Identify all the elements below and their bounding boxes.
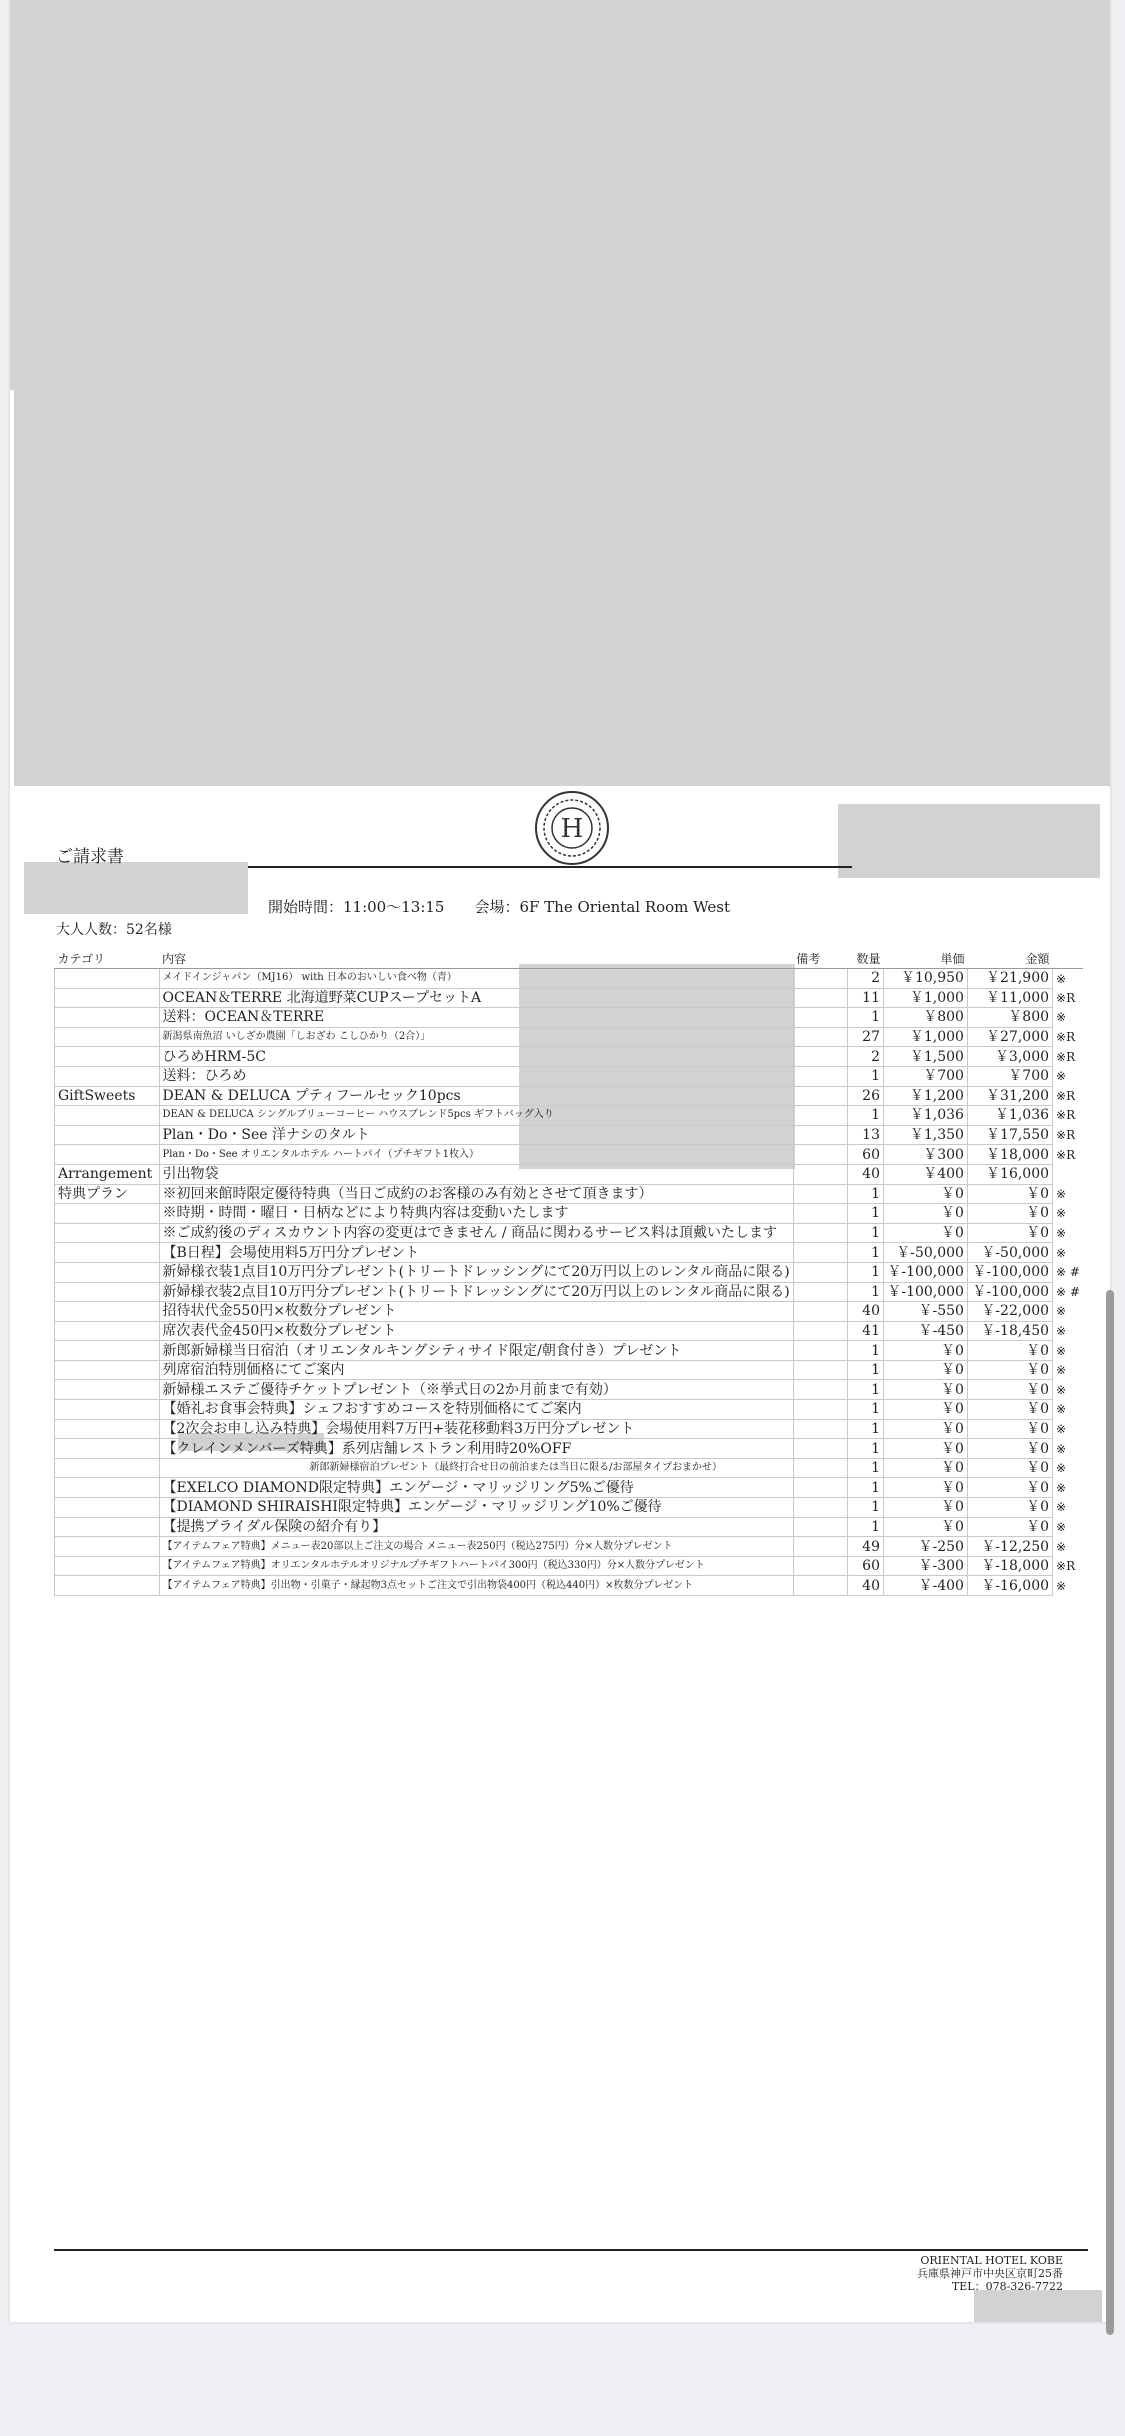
row-price: ￥1,350 xyxy=(883,1125,967,1145)
row-price: ￥1,200 xyxy=(883,1086,967,1106)
row-price: ￥10,950 xyxy=(883,969,967,989)
header-mark xyxy=(1053,950,1083,969)
row-amount: ￥1,036 xyxy=(967,1106,1052,1126)
row-amount: ￥-100,000 xyxy=(967,1262,1052,1282)
redacted-address-block xyxy=(838,804,1100,878)
row-qty: 41 xyxy=(848,1321,884,1341)
row-note xyxy=(793,1243,848,1263)
row-description: 新婦様エステご優待チケットプレゼント（※挙式日の2か月前まで有効） xyxy=(159,1380,793,1400)
header-category: カテゴリ xyxy=(55,950,160,969)
row-note xyxy=(793,1419,848,1439)
row-qty: 1 xyxy=(848,1008,884,1028)
row-price: ￥0 xyxy=(883,1360,967,1380)
row-mark: ※R xyxy=(1056,1049,1076,1064)
table-header-row xyxy=(55,950,1084,969)
row-description: Plan・Do・See オリエンタルホテル ハートパイ（プチギフト1枚入） xyxy=(159,1145,793,1165)
footer-address: 兵庫県神戸市中央区京町25番 xyxy=(917,2267,1063,2280)
row-qty: 1 xyxy=(848,1439,884,1459)
row-description: ※ご成約後のディスカウント内容の変更はできません / 商品に関わるサービス料は頂戴いたします xyxy=(159,1223,793,1243)
row-amount: ￥3,000 xyxy=(967,1047,1052,1067)
row-description: 新郎新婦様宿泊プレゼント（最終打合せ日の前泊または当日に限る/お部屋タイプおまかせ） xyxy=(159,1458,793,1478)
row-description: ※初回来館時限定優待特典（当日ご成約のお客様のみ有効とさせて頂きます） xyxy=(159,1184,793,1204)
row-amount: ￥16,000 xyxy=(967,1164,1052,1184)
row-category: GiftSweets xyxy=(55,1086,160,1106)
row-qty: 1 xyxy=(848,1498,884,1518)
row-amount: ￥0 xyxy=(967,1419,1052,1439)
table-row xyxy=(55,1282,1084,1302)
row-note xyxy=(793,1047,848,1067)
row-qty: 49 xyxy=(848,1537,884,1557)
row-note xyxy=(793,1537,848,1557)
row-price: ￥1,000 xyxy=(883,988,967,1008)
row-category xyxy=(55,1106,160,1126)
row-note xyxy=(793,1321,848,1341)
row-note xyxy=(793,1360,848,1380)
table-row xyxy=(55,1243,1084,1263)
row-note xyxy=(793,1282,848,1302)
row-qty: 1 xyxy=(848,1360,884,1380)
row-mark: ※ xyxy=(1056,971,1067,986)
header-amount: 金額 xyxy=(967,950,1052,969)
row-category xyxy=(55,1321,160,1341)
row-mark: ※R xyxy=(1056,1147,1076,1162)
row-note xyxy=(793,1145,848,1165)
row-amount: ￥-50,000 xyxy=(967,1243,1052,1263)
row-description: 引出物袋 xyxy=(159,1164,793,1184)
row-note xyxy=(793,988,848,1008)
table-row xyxy=(55,1478,1084,1498)
row-category xyxy=(55,1517,160,1537)
footer-tel: TEL：078-326-7722 xyxy=(951,2280,1063,2293)
row-qty: 1 xyxy=(848,1517,884,1537)
row-category xyxy=(55,1223,160,1243)
row-note xyxy=(793,1517,848,1537)
title-rule xyxy=(248,866,852,868)
row-category xyxy=(55,1302,160,1322)
row-mark: ※ xyxy=(1056,1382,1067,1397)
row-mark: ※R xyxy=(1056,1108,1076,1123)
row-mark: ※ xyxy=(1056,1069,1067,1084)
row-price: ￥0 xyxy=(883,1380,967,1400)
row-amount: ￥18,000 xyxy=(967,1145,1052,1165)
row-price: ￥0 xyxy=(883,1400,967,1420)
row-qty: 1 xyxy=(848,1282,884,1302)
row-mark xyxy=(1053,1164,1083,1184)
row-description: ひろめHRM-5C xyxy=(159,1047,793,1067)
row-amount: ￥21,900 xyxy=(967,969,1052,989)
table-row xyxy=(55,1517,1084,1537)
row-description: DEAN & DELUCA シングルブリューコーヒー ハウスブレンド5pcs ギフトバッグ入り xyxy=(159,1106,793,1126)
row-category xyxy=(55,1439,160,1459)
row-amount: ￥0 xyxy=(967,1439,1052,1459)
row-qty: 26 xyxy=(848,1086,884,1106)
row-note xyxy=(793,1086,848,1106)
row-qty: 40 xyxy=(848,1302,884,1322)
table-row xyxy=(55,1106,1084,1126)
row-amount: ￥-100,000 xyxy=(967,1282,1052,1302)
row-note xyxy=(793,1008,848,1028)
table-row xyxy=(55,1027,1084,1047)
row-description: 列席宿泊特別価格にてご案内 xyxy=(159,1360,793,1380)
table-row xyxy=(55,1576,1084,1596)
row-qty: 1 xyxy=(848,1478,884,1498)
row-category xyxy=(55,1556,160,1576)
row-mark: ※R xyxy=(1056,990,1076,1005)
row-mark: ※ xyxy=(1056,1363,1067,1378)
table-row xyxy=(55,1125,1084,1145)
row-mark: ※ xyxy=(1056,1578,1067,1593)
row-amount: ￥0 xyxy=(967,1223,1052,1243)
page-title: ご請求書 xyxy=(56,847,124,867)
table-row xyxy=(55,1066,1084,1086)
row-mark: ※ xyxy=(1056,1343,1067,1358)
row-qty: 1 xyxy=(848,1204,884,1224)
row-category xyxy=(55,1341,160,1361)
table-row xyxy=(55,1458,1084,1478)
row-note xyxy=(793,1341,848,1361)
row-qty: 11 xyxy=(848,988,884,1008)
row-category xyxy=(55,1576,160,1596)
row-price: ￥-50,000 xyxy=(883,1243,967,1263)
row-category xyxy=(55,1537,160,1557)
table-row xyxy=(55,1086,1084,1106)
redacted-footer-block xyxy=(974,2290,1102,2322)
row-amount: ￥27,000 xyxy=(967,1027,1052,1047)
row-price: ￥0 xyxy=(883,1184,967,1204)
table-row xyxy=(55,1145,1084,1165)
row-mark: ※ xyxy=(1056,1539,1067,1554)
row-amount: ￥0 xyxy=(967,1478,1052,1498)
row-description: 【EXELCO DIAMOND限定特典】エンゲージ・マリッジリング5%ご優待 xyxy=(159,1478,793,1498)
row-amount: ￥0 xyxy=(967,1458,1052,1478)
row-amount: ￥0 xyxy=(967,1184,1052,1204)
row-price: ￥700 xyxy=(883,1066,967,1086)
row-price: ￥-100,000 xyxy=(883,1282,967,1302)
hotel-footer xyxy=(917,2254,1063,2293)
row-mark: ※ xyxy=(1056,1519,1067,1534)
footer-hotel-name: ORIENTAL HOTEL KOBE xyxy=(920,2254,1063,2267)
row-note xyxy=(793,1556,848,1576)
row-category xyxy=(55,1243,160,1263)
header-note: 備考 xyxy=(793,950,848,969)
row-note xyxy=(793,1164,848,1184)
table-row xyxy=(55,1380,1084,1400)
row-qty: 1 xyxy=(848,1419,884,1439)
row-category xyxy=(55,1360,160,1380)
row-description: 招待状代金550円×枚数分プレゼント xyxy=(159,1302,793,1322)
row-price: ￥-450 xyxy=(883,1321,967,1341)
row-category: 特典プラン xyxy=(55,1184,160,1204)
row-qty: 1 xyxy=(848,1400,884,1420)
row-note xyxy=(793,1262,848,1282)
redacted-header-block xyxy=(10,0,1110,390)
row-mark: ※ xyxy=(1056,1186,1067,1201)
row-description: 【DIAMOND SHIRAISHI限定特典】エンゲージ・マリッジリング10%ご優待 xyxy=(159,1498,793,1518)
row-description: 送料：OCEAN＆TERRE xyxy=(159,1008,793,1028)
row-description: メイドインジャパン（MJ16） with 日本のおいしい食べ物（青） xyxy=(159,969,793,989)
row-qty: 40 xyxy=(848,1164,884,1184)
table-row xyxy=(55,1164,1084,1184)
row-note xyxy=(793,1576,848,1596)
table-row xyxy=(55,1360,1084,1380)
row-note xyxy=(793,1204,848,1224)
row-price: ￥800 xyxy=(883,1008,967,1028)
row-mark: ※R xyxy=(1056,1559,1076,1574)
hotel-seal-logo xyxy=(534,790,610,866)
row-mark: ※ xyxy=(1056,1421,1067,1436)
row-qty: 1 xyxy=(848,1066,884,1086)
row-price: ￥0 xyxy=(883,1439,967,1459)
row-amount: ￥-12,250 xyxy=(967,1537,1052,1557)
row-amount: ￥11,000 xyxy=(967,988,1052,1008)
row-price: ￥-100,000 xyxy=(883,1262,967,1282)
row-amount: ￥-22,000 xyxy=(967,1302,1052,1322)
adult-count: 大人人数：52名様 xyxy=(56,922,172,938)
row-mark: ※ xyxy=(1056,1206,1067,1221)
row-mark: ※R xyxy=(1056,1128,1076,1143)
table-row xyxy=(55,969,1084,989)
table-row xyxy=(55,1184,1084,1204)
row-mark: ※ xyxy=(1056,1245,1067,1260)
event-time-venue: 開始時間：11:00～13:15 会場：6F The Oriental Room West xyxy=(268,898,730,916)
row-mark: ※ # xyxy=(1056,1284,1080,1299)
row-description: DEAN & DELUCA プティフールセック10pcs xyxy=(159,1086,793,1106)
table-row xyxy=(55,1419,1084,1439)
row-qty: 1 xyxy=(848,1223,884,1243)
row-mark: ※ # xyxy=(1056,1265,1080,1280)
redacted-body-block xyxy=(14,390,1110,786)
row-description: 【提携ブライダル保険の紹介有り】 xyxy=(159,1517,793,1537)
row-amount: ￥0 xyxy=(967,1517,1052,1537)
row-price: ￥0 xyxy=(883,1478,967,1498)
row-price: ￥0 xyxy=(883,1223,967,1243)
table-row xyxy=(55,1341,1084,1361)
row-description: 【婚礼お食事会特典】シェフおすすめコースを特別価格にてご案内 xyxy=(159,1400,793,1420)
row-description: 【アイテムフェア特典】メニュー表20部以上ご注文の場合 メニュー表250円（税込275円）分×人数分プレゼント xyxy=(159,1537,793,1557)
invoice-page xyxy=(10,0,1110,2322)
row-description: 【B日程】会場使用料5万円分プレゼント xyxy=(159,1243,793,1263)
scrollbar[interactable] xyxy=(1106,1290,1114,2335)
row-description: Plan・Do・See 洋ナシのタルト xyxy=(159,1125,793,1145)
row-price: ￥0 xyxy=(883,1204,967,1224)
row-amount: ￥800 xyxy=(967,1008,1052,1028)
row-qty: 1 xyxy=(848,1380,884,1400)
table-row xyxy=(55,1498,1084,1518)
row-qty: 60 xyxy=(848,1556,884,1576)
row-category xyxy=(55,1204,160,1224)
row-mark: ※ xyxy=(1056,1323,1067,1338)
row-mark: ※ xyxy=(1056,1500,1067,1515)
row-category xyxy=(55,1027,160,1047)
row-amount: ￥700 xyxy=(967,1066,1052,1086)
row-price: ￥1,036 xyxy=(883,1106,967,1126)
invoice-table xyxy=(54,950,1083,1596)
table-row xyxy=(55,1047,1084,1067)
row-category xyxy=(55,1498,160,1518)
row-description: 【アイテムフェア特典】引出物・引菓子・縁起物3点セットご注文で引出物袋400円（税込440円）×枚数分プレゼント xyxy=(159,1576,793,1596)
table-row xyxy=(55,1223,1084,1243)
table-row xyxy=(55,1439,1084,1459)
row-qty: 1 xyxy=(848,1106,884,1126)
row-amount: ￥0 xyxy=(967,1400,1052,1420)
row-description: 送料：ひろめ xyxy=(159,1066,793,1086)
row-note xyxy=(793,1458,848,1478)
row-category xyxy=(55,1458,160,1478)
table-row xyxy=(55,1556,1084,1576)
row-note xyxy=(793,1027,848,1047)
row-qty: 27 xyxy=(848,1027,884,1047)
row-qty: 2 xyxy=(848,969,884,989)
row-amount: ￥0 xyxy=(967,1341,1052,1361)
row-note xyxy=(793,1302,848,1322)
row-category xyxy=(55,1066,160,1086)
row-price: ￥400 xyxy=(883,1164,967,1184)
header-price: 単価 xyxy=(883,950,967,969)
row-description: 新婦様衣装2点目10万円分プレゼント(トリートドレッシングにて20万円以上のレンタル商品に限る) xyxy=(159,1282,793,1302)
row-qty: 1 xyxy=(848,1184,884,1204)
row-note xyxy=(793,1439,848,1459)
row-note xyxy=(793,969,848,989)
row-price: ￥1,000 xyxy=(883,1027,967,1047)
row-mark: ※ xyxy=(1056,1226,1067,1241)
row-price: ￥1,500 xyxy=(883,1047,967,1067)
row-mark: ※ xyxy=(1056,1010,1067,1025)
row-category: Arrangement xyxy=(55,1164,160,1184)
row-price: ￥-300 xyxy=(883,1556,967,1576)
table-row xyxy=(55,1537,1084,1557)
row-qty: 2 xyxy=(848,1047,884,1067)
row-price: ￥-550 xyxy=(883,1302,967,1322)
row-description: 新郎新婦様当日宿泊（オリエンタルキングシティサイド限定/朝食付き）プレゼント xyxy=(159,1341,793,1361)
row-description: 新婦様衣装1点目10万円分プレゼント(トリートドレッシングにて20万円以上のレンタル商品に限る) xyxy=(159,1262,793,1282)
row-amount: ￥0 xyxy=(967,1380,1052,1400)
row-amount: ￥31,200 xyxy=(967,1086,1052,1106)
row-note xyxy=(793,1380,848,1400)
row-price: ￥0 xyxy=(883,1458,967,1478)
footer-rule xyxy=(54,2249,1088,2251)
row-amount: ￥0 xyxy=(967,1204,1052,1224)
table-row xyxy=(55,1008,1084,1028)
row-mark: ※ xyxy=(1056,1304,1067,1319)
row-price: ￥-250 xyxy=(883,1537,967,1557)
row-price: ￥0 xyxy=(883,1517,967,1537)
row-amount: ￥17,550 xyxy=(967,1125,1052,1145)
header-qty: 数量 xyxy=(848,950,884,969)
row-note xyxy=(793,1066,848,1086)
row-category xyxy=(55,1047,160,1067)
row-amount: ￥0 xyxy=(967,1498,1052,1518)
row-amount: ￥-18,450 xyxy=(967,1321,1052,1341)
row-description: 【クレインメンバーズ特典】系列店舗レストラン利用時20%OFF xyxy=(159,1439,793,1459)
row-description: ※時期・時間・曜日・日柄などにより特典内容は変動いたします xyxy=(159,1204,793,1224)
row-note xyxy=(793,1106,848,1126)
row-category xyxy=(55,1125,160,1145)
row-amount: ￥-16,000 xyxy=(967,1576,1052,1596)
row-mark: ※ xyxy=(1056,1461,1067,1476)
row-price: ￥0 xyxy=(883,1498,967,1518)
row-category xyxy=(55,1478,160,1498)
table-row xyxy=(55,1321,1084,1341)
row-category xyxy=(55,1145,160,1165)
row-qty: 1 xyxy=(848,1458,884,1478)
row-category xyxy=(55,1419,160,1439)
row-price: ￥300 xyxy=(883,1145,967,1165)
row-amount: ￥0 xyxy=(967,1360,1052,1380)
row-description: 席次表代金450円×枚数分プレゼント xyxy=(159,1321,793,1341)
seal-letter: H xyxy=(560,814,584,844)
row-category xyxy=(55,1380,160,1400)
row-qty: 13 xyxy=(848,1125,884,1145)
row-mark: ※R xyxy=(1056,1030,1076,1045)
row-qty: 1 xyxy=(848,1262,884,1282)
row-note xyxy=(793,1400,848,1420)
row-mark: ※ xyxy=(1056,1402,1067,1417)
row-description: 【2次会お申し込み特典】会場使用料7万円+装花移動料3万円分プレゼント xyxy=(159,1419,793,1439)
row-category xyxy=(55,988,160,1008)
table-row xyxy=(55,1204,1084,1224)
table-row xyxy=(55,1302,1084,1322)
row-note xyxy=(793,1125,848,1145)
table-row xyxy=(55,1400,1084,1420)
row-category xyxy=(55,1282,160,1302)
row-qty: 1 xyxy=(848,1243,884,1263)
row-category xyxy=(55,969,160,989)
row-description: OCEAN＆TERRE 北海道野菜CUPスープセットA xyxy=(159,988,793,1008)
table-row xyxy=(55,1262,1084,1282)
row-category xyxy=(55,1262,160,1282)
redacted-name-block xyxy=(24,862,248,914)
row-mark: ※ xyxy=(1056,1441,1067,1456)
row-note xyxy=(793,1223,848,1243)
header-description: 内容 xyxy=(159,950,793,969)
row-mark: ※R xyxy=(1056,1088,1076,1103)
row-qty: 60 xyxy=(848,1145,884,1165)
row-note xyxy=(793,1498,848,1518)
row-qty: 40 xyxy=(848,1576,884,1596)
row-note xyxy=(793,1184,848,1204)
table-row xyxy=(55,988,1084,1008)
row-description: 【アイテムフェア特典】オリエンタルホテルオリジナルプチギフトハートパイ300円（税込330円）分×人数分プレゼント xyxy=(159,1556,793,1576)
row-note xyxy=(793,1478,848,1498)
row-qty: 1 xyxy=(848,1341,884,1361)
row-amount: ￥-18,000 xyxy=(967,1556,1052,1576)
row-mark: ※ xyxy=(1056,1480,1067,1495)
row-price: ￥0 xyxy=(883,1419,967,1439)
row-price: ￥-400 xyxy=(883,1576,967,1596)
row-price: ￥0 xyxy=(883,1341,967,1361)
row-description: 新潟県南魚沼 いしざか農園「しおざわ こしひかり（2合）」 xyxy=(159,1027,793,1047)
row-category xyxy=(55,1400,160,1420)
row-category xyxy=(55,1008,160,1028)
